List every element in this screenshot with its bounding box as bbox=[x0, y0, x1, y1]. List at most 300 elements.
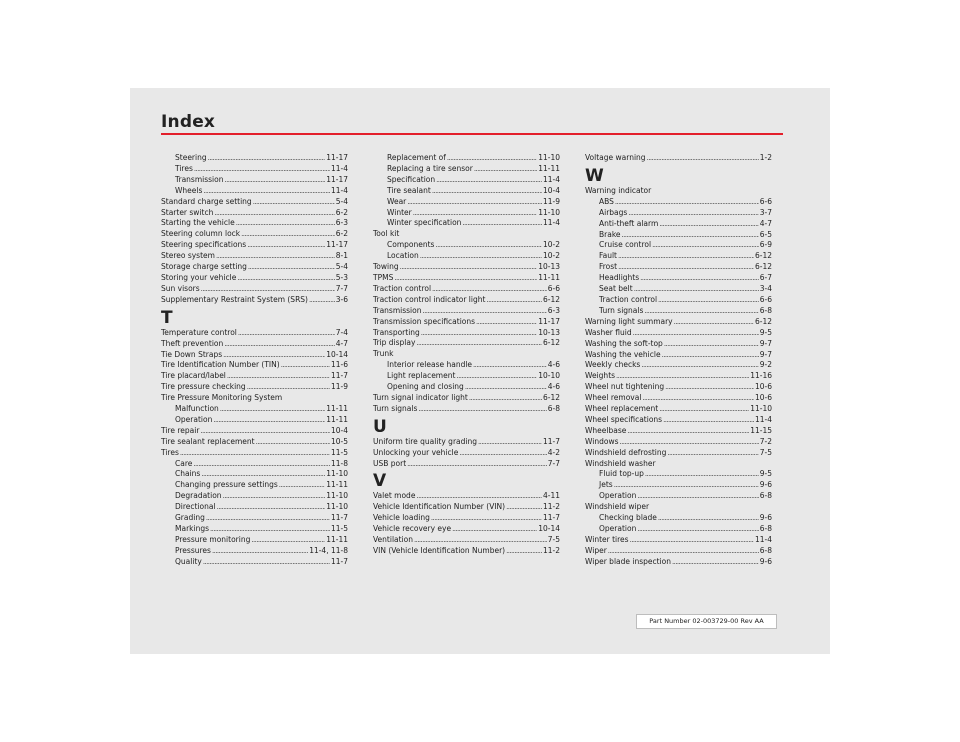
index-entry bbox=[161, 328, 348, 339]
entry-term: Washing the vehicle bbox=[585, 349, 661, 359]
dot-leader bbox=[220, 404, 325, 415]
entry-term: Supplementary Restraint System (SRS) bbox=[161, 294, 308, 304]
entry-page: 11-2 bbox=[542, 546, 560, 555]
entry-list bbox=[161, 153, 348, 306]
dot-leader bbox=[506, 546, 542, 557]
dot-leader bbox=[435, 240, 542, 251]
entry-term: Tire repair bbox=[161, 425, 200, 435]
entry-page: 11-7 bbox=[542, 513, 560, 523]
index-entry bbox=[161, 197, 348, 208]
index-column-3 bbox=[585, 153, 772, 568]
dot-leader bbox=[436, 175, 542, 186]
entry-page: 9-7 bbox=[759, 338, 772, 348]
index-entry bbox=[585, 535, 772, 546]
entry-term: Malfunction bbox=[175, 404, 219, 414]
entry-term: Pressure monitoring bbox=[175, 534, 251, 544]
entry-page: 7-4 bbox=[335, 327, 348, 337]
entry-term: Markings bbox=[175, 524, 209, 533]
entry-page: 11-7 bbox=[330, 556, 348, 566]
entry-term: Tire sealant bbox=[387, 185, 431, 195]
entry-page: 11-2 bbox=[542, 502, 560, 512]
index-entry bbox=[161, 546, 348, 557]
index-entry bbox=[161, 153, 348, 164]
entry-term: Windshield defrosting bbox=[585, 447, 667, 457]
entry-page: 10-14 bbox=[326, 349, 348, 359]
index-entry bbox=[585, 469, 772, 480]
entry-term: Wheel nut tightening bbox=[585, 382, 665, 392]
dot-leader bbox=[644, 306, 758, 317]
entry-page: 10-13 bbox=[538, 262, 560, 272]
entry-page: 11-10 bbox=[326, 502, 348, 512]
entry-term: Components bbox=[387, 240, 435, 250]
entry-page: 11-10 bbox=[538, 207, 560, 217]
entry-term: Operation bbox=[175, 414, 213, 424]
entry-page: 11-11 bbox=[538, 163, 560, 173]
entry-page: 11-15 bbox=[750, 425, 772, 435]
entry-page: 4-6 bbox=[547, 382, 560, 392]
entry-page: 11-4, 11-8 bbox=[309, 545, 348, 555]
dot-leader bbox=[210, 524, 330, 535]
entry-term: Tie Down Straps bbox=[161, 349, 223, 359]
dot-leader bbox=[416, 491, 542, 502]
index-entry bbox=[585, 371, 772, 382]
dot-leader bbox=[248, 262, 335, 273]
index-entry bbox=[373, 524, 560, 535]
dot-leader bbox=[201, 469, 325, 480]
entry-page: 10-13 bbox=[538, 327, 560, 337]
index-entry bbox=[373, 186, 560, 197]
entry-page: 11-5 bbox=[330, 524, 348, 533]
dot-leader bbox=[431, 513, 542, 524]
entry-page: 10-10 bbox=[538, 371, 560, 381]
index-entry bbox=[585, 382, 772, 393]
dot-leader bbox=[452, 524, 537, 535]
dot-leader bbox=[208, 153, 326, 164]
index-entry bbox=[373, 502, 560, 513]
dot-leader bbox=[201, 284, 335, 295]
entry-page: 10-6 bbox=[754, 382, 772, 392]
entry-page: 11-10 bbox=[326, 491, 348, 501]
index-entry bbox=[161, 513, 348, 524]
entry-page: 6-8 bbox=[759, 305, 772, 315]
entry-term: Towing bbox=[373, 262, 399, 272]
section-letter-w: W bbox=[585, 165, 604, 186]
index-entry bbox=[161, 218, 348, 229]
index-entry bbox=[161, 491, 348, 502]
entry-term: Windows bbox=[585, 436, 619, 446]
entry-page: 11-4 bbox=[754, 534, 772, 544]
index-entry bbox=[373, 208, 560, 219]
index-entry bbox=[373, 535, 560, 546]
entry-page: 6-3 bbox=[547, 305, 560, 315]
dot-leader bbox=[432, 284, 547, 295]
index-entry bbox=[161, 437, 348, 448]
dot-leader bbox=[203, 557, 330, 568]
index-entry bbox=[161, 350, 348, 361]
dot-leader bbox=[416, 338, 542, 349]
entry-term: Steering specifications bbox=[161, 240, 247, 250]
entry-term: VIN (Vehicle Identification Number) bbox=[373, 546, 506, 555]
entry-term: Wheelbase bbox=[585, 425, 627, 435]
entry-term: Turn signals bbox=[599, 305, 644, 315]
entry-page: 11-4 bbox=[330, 163, 348, 173]
dot-leader bbox=[420, 251, 542, 262]
entry-term: Tire Identification Number (TIN) bbox=[161, 360, 280, 370]
entry-term: Directional bbox=[175, 502, 216, 512]
index-heading: Trunk bbox=[373, 349, 394, 359]
entry-page: 3-6 bbox=[335, 294, 348, 304]
entry-term: Checking blade bbox=[599, 513, 657, 523]
dot-leader bbox=[637, 491, 758, 502]
index-entry bbox=[161, 524, 348, 535]
entry-page: 6-6 bbox=[759, 294, 772, 304]
index-entry bbox=[161, 251, 348, 262]
dot-leader bbox=[247, 382, 330, 393]
index-heading: Warning indicator bbox=[585, 185, 652, 195]
dot-leader bbox=[658, 295, 759, 306]
index-entry bbox=[373, 328, 560, 339]
index-entry bbox=[585, 197, 772, 208]
index-entry bbox=[161, 175, 348, 186]
entry-page: 11-4 bbox=[754, 414, 772, 424]
entry-list bbox=[373, 153, 560, 415]
index-entry bbox=[373, 273, 560, 284]
entry-term: Cruise control bbox=[599, 240, 652, 250]
dot-leader bbox=[238, 328, 335, 339]
entry-page: 4-11 bbox=[542, 491, 560, 501]
entry-term: Fluid top-up bbox=[599, 469, 644, 479]
entry-page: 11-10 bbox=[750, 404, 772, 414]
dot-leader bbox=[213, 415, 325, 426]
entry-term: Transporting bbox=[373, 327, 420, 337]
entry-term: Operation bbox=[599, 491, 637, 501]
entry-term: Quality bbox=[175, 556, 202, 566]
dot-leader bbox=[674, 317, 754, 328]
dot-leader bbox=[394, 273, 537, 284]
entry-term: Specification bbox=[387, 174, 436, 184]
dot-leader bbox=[407, 459, 547, 470]
entry-term: Frost bbox=[599, 262, 618, 272]
dot-leader bbox=[227, 371, 330, 382]
dot-leader bbox=[647, 153, 759, 164]
entry-page: 10-6 bbox=[754, 393, 772, 403]
entry-term: Traction control bbox=[373, 283, 432, 293]
entry-page: 6-8 bbox=[547, 403, 560, 413]
dot-leader bbox=[241, 229, 335, 240]
index-heading: Tool kit bbox=[373, 229, 400, 239]
dot-leader bbox=[652, 240, 759, 251]
entry-page: 6-7 bbox=[759, 273, 772, 283]
index-entry bbox=[373, 262, 560, 273]
dot-leader bbox=[422, 306, 546, 317]
index-entry bbox=[373, 197, 560, 208]
entry-term: Anti-theft alarm bbox=[599, 218, 659, 228]
dot-leader bbox=[622, 230, 759, 241]
index-entry bbox=[373, 404, 560, 415]
title-rule bbox=[161, 133, 783, 135]
entry-term: Vehicle loading bbox=[373, 513, 430, 523]
entry-term: Weights bbox=[585, 371, 616, 381]
dot-leader bbox=[476, 317, 537, 328]
dot-leader bbox=[400, 262, 538, 273]
dot-leader bbox=[616, 371, 749, 382]
dot-leader bbox=[224, 339, 335, 350]
entry-page: 11-7 bbox=[330, 513, 348, 523]
entry-page: 9-6 bbox=[759, 513, 772, 523]
entry-page: 11-17 bbox=[326, 153, 348, 162]
entry-term: Vehicle Identification Number (VIN) bbox=[373, 502, 506, 512]
entry-page: 6-8 bbox=[759, 545, 772, 555]
index-entry bbox=[585, 513, 772, 524]
index-entry bbox=[161, 404, 348, 415]
entry-term: Light replacement bbox=[387, 371, 456, 381]
dot-leader bbox=[486, 295, 542, 306]
dot-leader bbox=[663, 415, 754, 426]
entry-term: Headlights bbox=[599, 273, 640, 283]
index-entry bbox=[161, 295, 348, 306]
index-entry bbox=[585, 251, 772, 262]
index-entry bbox=[585, 393, 772, 404]
entry-term: Traction control bbox=[599, 294, 658, 304]
entry-page: 6-5 bbox=[759, 229, 772, 239]
entry-page: 11-11 bbox=[326, 404, 348, 414]
dot-leader bbox=[615, 197, 759, 208]
index-entry bbox=[585, 295, 772, 306]
entry-term: Starter switch bbox=[161, 207, 214, 217]
entry-page: 11-6 bbox=[330, 360, 348, 370]
dot-leader bbox=[212, 546, 308, 557]
entry-page: 11-4 bbox=[542, 174, 560, 184]
dot-leader bbox=[414, 535, 547, 546]
index-entry bbox=[161, 448, 348, 459]
dot-leader bbox=[634, 284, 759, 295]
index-entry bbox=[373, 371, 560, 382]
section-letter-t: T bbox=[161, 307, 173, 328]
entry-page: 7-7 bbox=[335, 283, 348, 293]
dot-leader bbox=[203, 186, 330, 197]
dot-leader bbox=[608, 546, 759, 557]
dot-leader bbox=[214, 208, 334, 219]
entry-page: 11-7 bbox=[330, 371, 348, 381]
entry-term: Traction control indicator light bbox=[373, 294, 486, 304]
entry-page: 11-17 bbox=[326, 240, 348, 250]
dot-leader bbox=[194, 164, 330, 175]
index-entry bbox=[373, 295, 560, 306]
entry-term: Pressures bbox=[175, 545, 211, 555]
index-entry bbox=[585, 426, 772, 437]
entry-page: 7-5 bbox=[759, 447, 772, 457]
entry-page: 11-7 bbox=[542, 436, 560, 446]
index-entry bbox=[161, 415, 348, 426]
dot-leader bbox=[469, 393, 542, 404]
dot-leader bbox=[665, 382, 754, 393]
entry-page: 11-8 bbox=[330, 458, 348, 468]
index-entry bbox=[161, 426, 348, 437]
entry-term: Seat belt bbox=[599, 284, 633, 294]
entry-list bbox=[161, 328, 348, 568]
entry-page: 10-4 bbox=[542, 185, 560, 195]
dot-leader bbox=[447, 153, 537, 164]
entry-page: 7-7 bbox=[547, 458, 560, 468]
entry-term: Starting the vehicle bbox=[161, 218, 235, 228]
index-entry bbox=[373, 393, 560, 404]
entry-term: Replacement of bbox=[387, 153, 446, 162]
dot-leader bbox=[645, 469, 759, 480]
entry-page: 6-12 bbox=[754, 316, 772, 326]
entry-term: Winter bbox=[387, 207, 412, 217]
dot-leader bbox=[281, 360, 330, 371]
index-entry bbox=[373, 284, 560, 295]
index-entry bbox=[373, 360, 560, 371]
entry-term: Winter specification bbox=[387, 218, 462, 228]
entry-page: 5-4 bbox=[335, 262, 348, 272]
index-entry bbox=[161, 208, 348, 219]
entry-term: Tire pressure checking bbox=[161, 382, 246, 392]
index-entry bbox=[161, 164, 348, 175]
entry-term: Tire placard/label bbox=[161, 371, 226, 381]
dot-leader bbox=[637, 524, 758, 535]
index-column-1 bbox=[161, 153, 348, 568]
index-entry bbox=[585, 230, 772, 241]
entry-term: Washer fluid bbox=[585, 327, 632, 337]
index-entry bbox=[585, 219, 772, 230]
dot-leader bbox=[478, 437, 542, 448]
index-entry bbox=[161, 339, 348, 350]
entry-term: Tire sealant replacement bbox=[161, 436, 255, 446]
dot-leader bbox=[659, 404, 749, 415]
dot-leader bbox=[421, 328, 537, 339]
dot-leader bbox=[432, 186, 542, 197]
entry-term: Degradation bbox=[175, 491, 222, 501]
index-entry bbox=[373, 218, 560, 229]
entry-term: ABS bbox=[599, 196, 614, 206]
entry-page: 6-2 bbox=[335, 229, 348, 239]
index-entry bbox=[373, 153, 560, 164]
dot-leader bbox=[465, 382, 547, 393]
entry-page: 9-6 bbox=[759, 556, 772, 566]
index-entry bbox=[161, 186, 348, 197]
entry-page: 5-4 bbox=[335, 196, 348, 206]
entry-term: Sun visors bbox=[161, 283, 200, 293]
entry-page: 11-4 bbox=[542, 218, 560, 228]
entry-term: USB port bbox=[373, 458, 407, 468]
entry-page: 9-6 bbox=[759, 480, 772, 490]
index-entry bbox=[585, 306, 772, 317]
dot-leader bbox=[667, 448, 758, 459]
index-entry bbox=[161, 240, 348, 251]
entry-term: Tires bbox=[161, 447, 179, 457]
entry-term: Jets bbox=[599, 480, 613, 490]
dot-leader bbox=[224, 175, 325, 186]
entry-page: 10-5 bbox=[330, 436, 348, 446]
entry-page: 6-12 bbox=[754, 262, 772, 272]
entry-page: 10-2 bbox=[542, 240, 560, 250]
dot-leader bbox=[633, 328, 759, 339]
entry-page: 6-9 bbox=[759, 240, 772, 250]
entry-term: Voltage warning bbox=[585, 153, 646, 162]
entry-term: Wiper bbox=[585, 545, 607, 555]
entry-term: Wheel specifications bbox=[585, 414, 663, 424]
index-entry bbox=[585, 491, 772, 502]
dot-leader bbox=[216, 251, 335, 262]
dot-leader bbox=[180, 448, 330, 459]
dot-leader bbox=[206, 513, 330, 524]
entry-page: 3-7 bbox=[759, 207, 772, 217]
entry-list bbox=[373, 491, 560, 556]
index-entry bbox=[585, 350, 772, 361]
entry-term: Interior release handle bbox=[387, 360, 473, 370]
entry-term: Changing pressure settings bbox=[175, 480, 278, 490]
entry-term: Chains bbox=[175, 469, 201, 479]
dot-leader bbox=[642, 393, 754, 404]
index-entry bbox=[585, 273, 772, 284]
dot-leader bbox=[473, 360, 547, 371]
entry-page: 11-4 bbox=[330, 185, 348, 195]
index-entry bbox=[161, 284, 348, 295]
index-heading: Tire Pressure Monitoring System bbox=[161, 393, 283, 403]
dot-leader bbox=[672, 557, 759, 568]
index-entry bbox=[585, 360, 772, 371]
section-letter-v: V bbox=[373, 471, 387, 492]
index-entry bbox=[585, 415, 772, 426]
entry-term: TPMS bbox=[373, 272, 394, 282]
index-entry bbox=[373, 546, 560, 557]
entry-page: 6-2 bbox=[335, 207, 348, 217]
entry-page: 3-4 bbox=[759, 284, 772, 294]
entry-term: Wheels bbox=[175, 185, 203, 195]
dot-leader bbox=[223, 350, 325, 361]
entry-term: Standard charge setting bbox=[161, 196, 252, 206]
entry-term: Care bbox=[175, 458, 193, 468]
section-letter-u: U bbox=[373, 416, 387, 437]
entry-list bbox=[373, 437, 560, 470]
dot-leader bbox=[659, 219, 758, 230]
dot-leader bbox=[627, 426, 749, 437]
dot-leader bbox=[223, 491, 326, 502]
dot-leader bbox=[407, 197, 542, 208]
entry-page: 6-6 bbox=[759, 196, 772, 206]
entry-term: Wheel removal bbox=[585, 393, 642, 403]
dot-leader bbox=[251, 535, 325, 546]
entry-page: 11-10 bbox=[326, 469, 348, 479]
dot-leader bbox=[217, 502, 326, 513]
dot-leader bbox=[640, 273, 759, 284]
index-entry bbox=[585, 546, 772, 557]
dot-leader bbox=[253, 197, 335, 208]
index-entry bbox=[585, 240, 772, 251]
index-entry bbox=[373, 240, 560, 251]
entry-term: Transmission specifications bbox=[373, 316, 476, 326]
entry-term: Operation bbox=[599, 524, 637, 533]
index-entry bbox=[373, 164, 560, 175]
index-entry bbox=[161, 371, 348, 382]
entry-page: 4-6 bbox=[547, 360, 560, 370]
index-entry bbox=[161, 469, 348, 480]
index-entry bbox=[373, 459, 560, 470]
entry-term: Wear bbox=[387, 196, 407, 206]
entry-page: 4-2 bbox=[547, 447, 560, 457]
entry-page: 4-7 bbox=[335, 338, 348, 348]
entry-term: Ventilation bbox=[373, 535, 413, 545]
entry-page: 11-11 bbox=[326, 534, 348, 544]
index-entry bbox=[161, 382, 348, 393]
index-entry bbox=[373, 448, 560, 459]
index-entry bbox=[373, 317, 560, 328]
entry-page: 5-3 bbox=[335, 272, 348, 282]
index-entry bbox=[585, 480, 772, 491]
entry-page: 11-16 bbox=[750, 371, 772, 381]
dot-leader bbox=[456, 371, 537, 382]
